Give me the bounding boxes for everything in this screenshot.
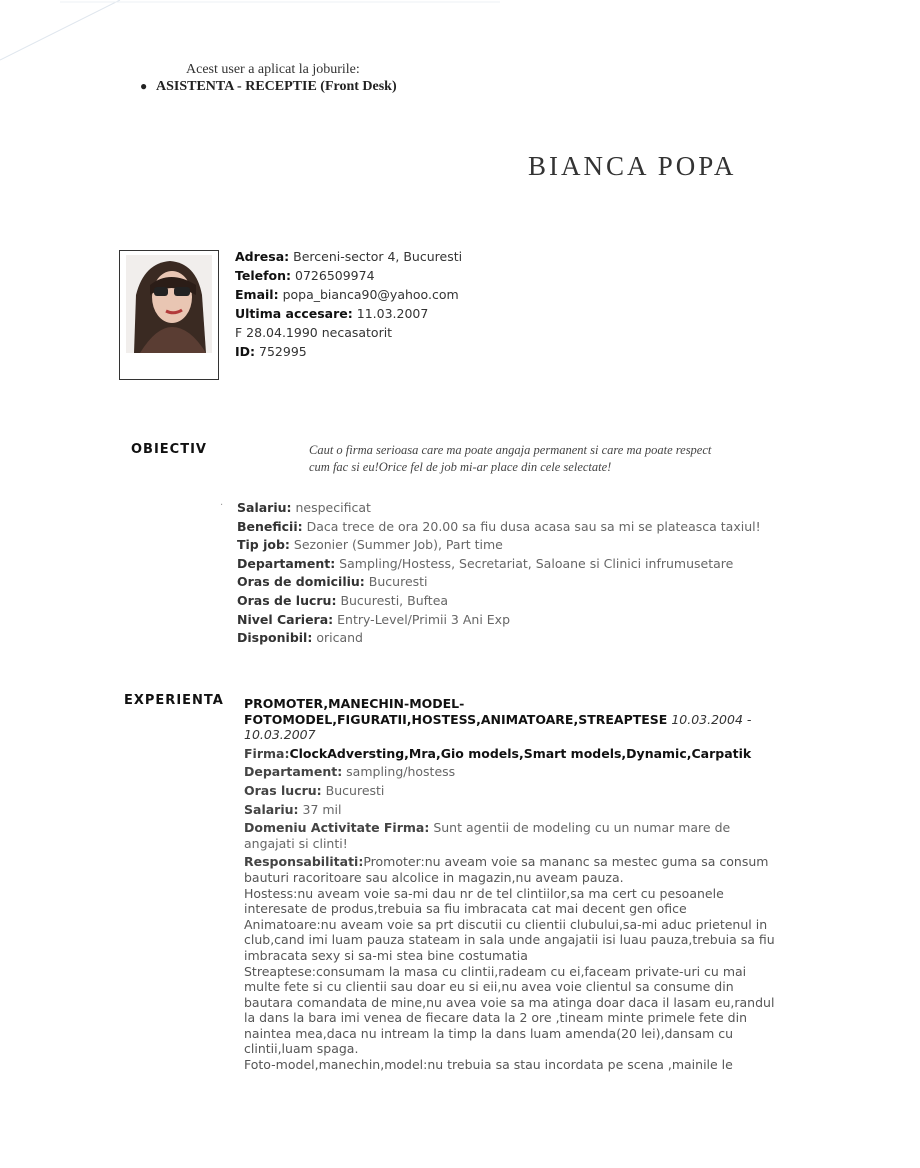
id-row [235, 342, 462, 361]
bullet-icon: ● [140, 79, 148, 93]
email-row [235, 285, 462, 304]
applied-jobs-intro: Acest user a aplicat la joburile: [186, 62, 360, 77]
responsibility-text: Foto-model,manechin,model:nu trebuia sa stau incordata pe scena ,mainile le [244, 1057, 733, 1073]
experience-field [244, 764, 784, 780]
detail-value: nespecificat [295, 500, 371, 515]
contact-info [235, 247, 462, 361]
responsibilities [244, 854, 784, 1072]
detail-row [237, 518, 797, 537]
experience-field [244, 820, 784, 851]
firma-value: ClockAdversting,Mra,Gio models,Smart models,Dynamic,Carpatik [289, 745, 752, 761]
detail-label: Salariu: [237, 500, 292, 515]
field-label: Departament: [244, 764, 343, 780]
field-value: 37 mil [302, 801, 342, 817]
applied-job-label: ASISTENTA - RECEPTIE (Front Desk) [156, 79, 397, 94]
field-value: Sunt agentii de modeling cu un numar mare de angajati si clinti! [244, 820, 731, 851]
id-label: ID: [235, 344, 256, 359]
address-label: Adresa: [235, 249, 290, 264]
detail-label: Oras de domiciliu: [237, 574, 365, 590]
detail-label: Disponibil: [237, 630, 313, 646]
responsibility-text: Promoter:nu aveam voie sa mananc sa mestec guma sa consum bauturi racoritoare sau alcolice in magazin,nu aveam pauza. [244, 854, 769, 885]
detail-label: Oras de lucru: [237, 592, 337, 608]
phone-value: 0726509974 [295, 268, 375, 283]
profile-photo-frame [119, 250, 219, 380]
experience-heading: EXPERIENTA [124, 693, 224, 708]
field-label: Domeniu Activitate Firma: [244, 820, 430, 836]
detail-value: oricand [316, 630, 363, 646]
experience-entry [244, 696, 784, 1073]
phone-label: Telefon: [235, 268, 292, 283]
last-access-row [235, 304, 462, 323]
phone-row [235, 266, 462, 285]
detail-row [237, 555, 797, 574]
objective-text: Caut o firma serioasa care ma poate angaja permanent si care ma poate respect cum fac si eu!Orice fel de job mi-ar place din cele selectate! [309, 443, 712, 474]
personal-info: F 28.04.1990 necasatorit [235, 325, 393, 340]
firma-label: Firma: [244, 745, 290, 761]
field-label: Oras lucru: [244, 782, 322, 798]
bullet-icon: · [220, 500, 224, 511]
detail-value: Sezonier (Summer Job), Part time [293, 537, 503, 553]
responsibility-text: Animatoare:nu aveam voie sa prt discutii cu clientii clubului,sa-mi aduc prietenul in club,cand imi luam pauza stateam in sala unde angajatii isi luau pauza,trebuia sa fiu imbracata sexy si sa-mi stea bine costumatia [244, 916, 775, 963]
applied-job-item [140, 79, 397, 95]
experience-header [244, 696, 784, 743]
objective-heading: OBIECTIV [131, 442, 207, 457]
detail-value: Daca trece de ora 20.00 sa fiu dusa acasa sau sa mi se plateasca taxiul! [306, 518, 761, 534]
last-access-label: Ultima accesare: [235, 306, 353, 321]
job-preferences [237, 499, 797, 648]
detail-row [237, 573, 797, 592]
firma-row [244, 746, 784, 762]
responsibilities-label: Responsabilitati: [244, 854, 364, 870]
address-value: Berceni-sector 4, Bucuresti [293, 249, 463, 264]
address-row [235, 247, 462, 266]
detail-value: Entry-Level/Primii 3 Ani Exp [337, 611, 510, 627]
candidate-name: BIANCA POPA [528, 151, 737, 181]
detail-label: Departament: [237, 555, 336, 571]
profile-photo [126, 255, 212, 353]
detail-value: Bucuresti [368, 574, 428, 590]
detail-label: Tip job: [237, 537, 290, 553]
detail-label: Nivel Cariera: [237, 611, 334, 627]
email-value: popa_bianca90@yahoo.com [282, 287, 459, 302]
field-label: Salariu: [244, 801, 299, 817]
detail-row [237, 536, 797, 555]
responsibility-text: Hostess:nu aveam voie sa-mi dau nr de tel clintiilor,sa ma cert cu pesoanele interesate de produs,trebuia sa fiu imbracata cat mai decent gen ofice [244, 885, 724, 917]
experience-field [244, 783, 784, 799]
experience-field [244, 802, 784, 818]
detail-row [237, 629, 797, 648]
field-value: sampling/hostess [346, 764, 456, 780]
email-label: Email: [235, 287, 279, 302]
detail-value: Sampling/Hostess, Secretariat, Saloane si Clinici infrumusetare [339, 555, 734, 571]
last-access-value: 11.03.2007 [356, 306, 429, 321]
job-dates: 10.03.2004 - 10.03.2007 [244, 711, 752, 743]
detail-row [237, 592, 797, 611]
detail-row [237, 499, 797, 518]
responsibility-text: Streaptese:consumam la masa cu clintii,radeam cu ei,faceam private-uri cu mai multe fete si cu clientii sau doar eu si eii,nu avea voie clientul sa consume din bautara comandata de mine,nu avea voie sa ma atinga doar daca il lasam eu,randul la dans la bara imi venea de fiecare data la 2 ore ,tineam minte primele fete din naintea mea,daca nu intream la timp la dans luam amenda(20 lei),dansam cu clintii,luam spaga. [244, 963, 775, 1057]
id-value: 752995 [259, 344, 307, 359]
detail-value: Bucuresti, Buftea [340, 592, 449, 608]
detail-label: Beneficii: [237, 518, 303, 534]
field-value: Bucuresti [325, 782, 385, 798]
detail-row [237, 611, 797, 630]
job-title: PROMOTER,MANECHIN-MODEL-FOTOMODEL,FIGURATII,HOSTESS,ANIMATOARE,STREAPTESE [244, 696, 668, 727]
